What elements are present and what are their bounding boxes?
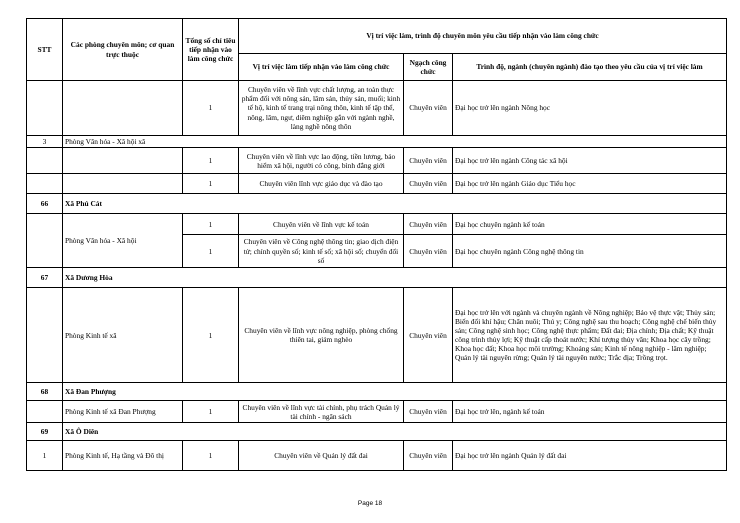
stt-cell: 67 [27,268,63,288]
position-cell: Chuyên viên về lĩnh vực lao động, tiền lương, bảo hiểm xã hội, người có công, bình đẳng giới [239,148,404,174]
commune-name: Xã Ô Diên [63,423,727,441]
rank-cell: Chuyên viên [404,148,453,174]
position-cell: Chuyên viên về lĩnh vực chất lượng, an toàn thực phẩm đối với nông sản, lâm sản, thủy sản, muối; kinh tế hộ, kinh tế trang trại nông thôn, kinh tế tập thể, nông, lâm, ngư, diêm nghiệp gắn với ngành nghề, làng nghề nông thôn [239,81,404,136]
qualification-cell: Đại học trở lên ngành Giáo dục Tiểu học [453,174,727,194]
position-cell: Chuyên viên về lĩnh vực kế toán [239,214,404,235]
table-row [27,214,727,235]
position-cell: Chuyên viên về lĩnh vực nông nghiệp, phòng chống thiên tai, giảm nghèo [239,288,404,383]
section-row [27,383,727,401]
header-row [27,19,727,54]
table-row [27,441,727,471]
rank-cell: Chuyên viên [404,288,453,383]
position-cell: Chuyên viên về Công nghệ thông tin; giao dịch điện tử; chính quyền số; kinh tế số; xã hội số; chuyển đổi số [239,235,404,268]
rank-cell: Chuyên viên [404,401,453,423]
dept-cell: Phòng Văn hóa - Xã hội xã [63,136,727,148]
group-row [27,136,727,148]
header-dept: Các phòng chuyên môn; cơ quan trực thuộc [63,19,183,81]
position-cell: Chuyên viên về Quản lý đất đai [239,441,404,471]
header-qualification: Trình độ, ngành (chuyên ngành) đào tạo theo yêu cầu của vị trí việc làm [453,54,727,81]
header-position: Vị trí việc làm tiếp nhận vào làm công chức [239,54,404,81]
qualification-cell: Đại học trở lên ngành Quản lý đất đai [453,441,727,471]
section-row [27,194,727,214]
stt-cell: 68 [27,383,63,401]
table-row [27,401,727,423]
header-rank: Ngạch công chức [404,54,453,81]
header-stt: STT [27,19,63,81]
stt-cell: 69 [27,423,63,441]
qualification-cell: Đại học trở lên với ngành và chuyên ngành về Nông nghiệp; Bảo vệ thực vật; Thủy sản; Biến đổi khí hậu; Chăn nuôi; Thú y; Công nghệ sau thu hoạch; Công nghệ chế biến thủy sản; Công nghệ sinh học; Công nghệ thực phẩm; Đất đai; Địa chính; Địa chất; Kỹ thuật công trình thủy lợi; Kỹ thuật cấp thoát nước; Khí tượng thủy văn; Khoa học cây trồng; Khoa học đất; Khoa học môi trường; Khoáng sản; Kinh tế nông nghiệp - lâm nghiệp; Quản lý tài nguyên rừng; Quản lý tài nguyên nước; Trắc địa; Trồng trọt. [453,288,727,383]
stt-cell: 66 [27,194,63,214]
quota-cell: 1 [183,214,239,235]
dept-cell: Phòng Kinh tế xã [63,288,183,383]
qualification-cell: Đại học trở lên ngành Công tác xã hội [453,148,727,174]
quota-cell: 1 [183,148,239,174]
dept-cell: Phòng Kinh tế xã Đan Phượng [63,401,183,423]
quota-cell: 1 [183,441,239,471]
dept-cell: Phòng Kinh tế, Hạ tầng và Đô thị [63,441,183,471]
quota-cell: 1 [183,288,239,383]
page-number: Page 18 [357,500,383,507]
quota-cell: 1 [183,81,239,136]
table-row [27,148,727,174]
quota-cell: 1 [183,174,239,194]
table-row [27,288,727,383]
qualification-cell: Đại học chuyên ngành kế toán [453,214,727,235]
stt-cell: 3 [27,136,63,148]
position-cell: Chuyên viên lĩnh vực giáo dục và đào tạo [239,174,404,194]
rank-cell: Chuyên viên [404,81,453,136]
header-group: Vị trí việc làm, trình độ chuyên môn yêu cầu tiếp nhận vào làm công chức [239,19,727,54]
section-row [27,423,727,441]
qualification-cell: Đại học chuyên ngành Công nghệ thông tin [453,235,727,268]
qualification-cell: Đại học trở lên ngành Nông học [453,81,727,136]
table-row [27,174,727,194]
section-row [27,268,727,288]
rank-cell: Chuyên viên [404,174,453,194]
quota-cell: 1 [183,235,239,268]
commune-name: Xã Phú Cát [63,194,727,214]
stt-cell: 1 [27,441,63,471]
table-row [27,81,727,136]
header-quota: Tổng số chỉ tiêu tiếp nhận vào làm công chức [183,19,239,81]
rank-cell: Chuyên viên [404,235,453,268]
qualification-cell: Đại học trở lên, ngành kế toán [453,401,727,423]
dept-cell: Phòng Văn hóa - Xã hội [63,214,183,268]
rank-cell: Chuyên viên [404,441,453,471]
commune-name: Xã Đan Phượng [63,383,727,401]
rank-cell: Chuyên viên [404,214,453,235]
recruitment-table [26,18,727,471]
commune-name: Xã Dương Hòa [63,268,727,288]
position-cell: Chuyên viên về lĩnh vực tài chính, phụ trách Quản lý tài chính - ngân sách [239,401,404,423]
quota-cell: 1 [183,401,239,423]
